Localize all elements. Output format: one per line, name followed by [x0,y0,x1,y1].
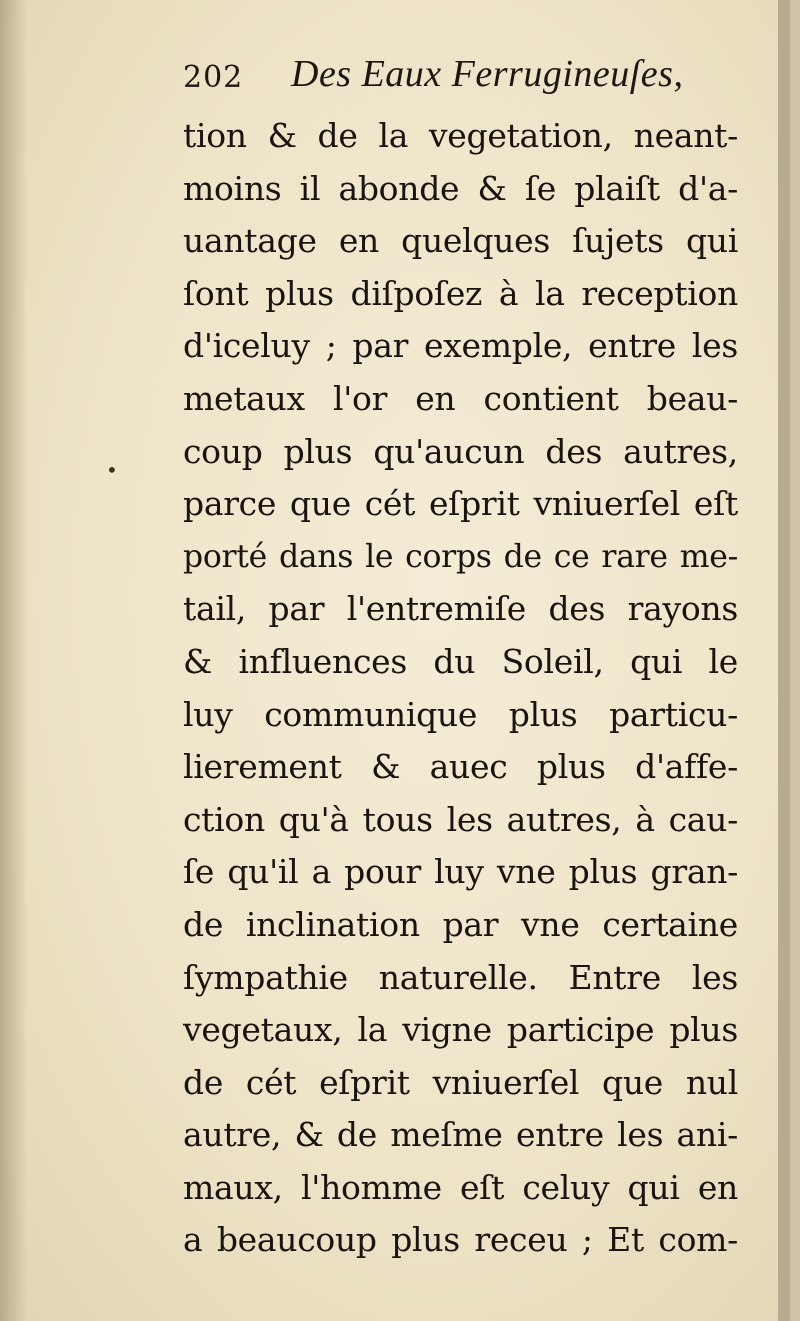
text-line: ſe qu'il a pour luy vne plus gran- [183,852,738,892]
text-line: & influences du Soleil, qui le [183,641,738,681]
text-line: lierement & auec plus d'affe- [183,747,738,787]
body-text [183,110,738,1267]
text-line: a beaucoup plus receu ; Et com- [183,1220,738,1260]
text-line: uantage en quelques ſujets qui [183,221,738,261]
running-title: Des Eaux Ferrugineuſes, [291,53,684,95]
page-header [183,52,743,108]
text-line: coup plus qu'aucun des autres, [183,431,738,471]
margin-dot-mark: • [106,458,118,482]
text-line: ſont plus diſpoſez à la reception [183,273,738,313]
text-line: de cét eſprit vniuerſel que nul [183,1062,738,1102]
text-line: porté dans le corps de ce rare me- [183,538,738,575]
text-line: metaux l'or en contient beau- [183,378,738,418]
page-edge [778,0,790,1321]
text-line: d'iceluy ; par exemple, entre les [183,326,738,366]
text-line: maux, l'homme eſt celuy qui en [183,1167,738,1207]
text-line: parce que cét eſprit vniuerſel eſt [183,484,738,524]
text-line: tail, par l'entremiſe des rayons [183,589,738,629]
text-line: ſympathie naturelle. Entre les [183,957,738,997]
text-line: tion & de la vegetation, neant- [183,116,738,155]
text-line: moins il abonde & ſe plaiſt d'a- [183,168,738,208]
text-line: ction qu'à tous les autres, à cau- [183,799,738,839]
text-line: vegetaux, la vigne participe plus [183,1010,738,1050]
text-line: autre, & de meſme entre les ani- [183,1115,738,1155]
text-line: luy communique plus particu- [183,694,738,734]
page-number: 202 [183,60,244,95]
text-line: de inclination par vne certaine [183,904,738,944]
page-gutter-shadow [0,0,28,1321]
